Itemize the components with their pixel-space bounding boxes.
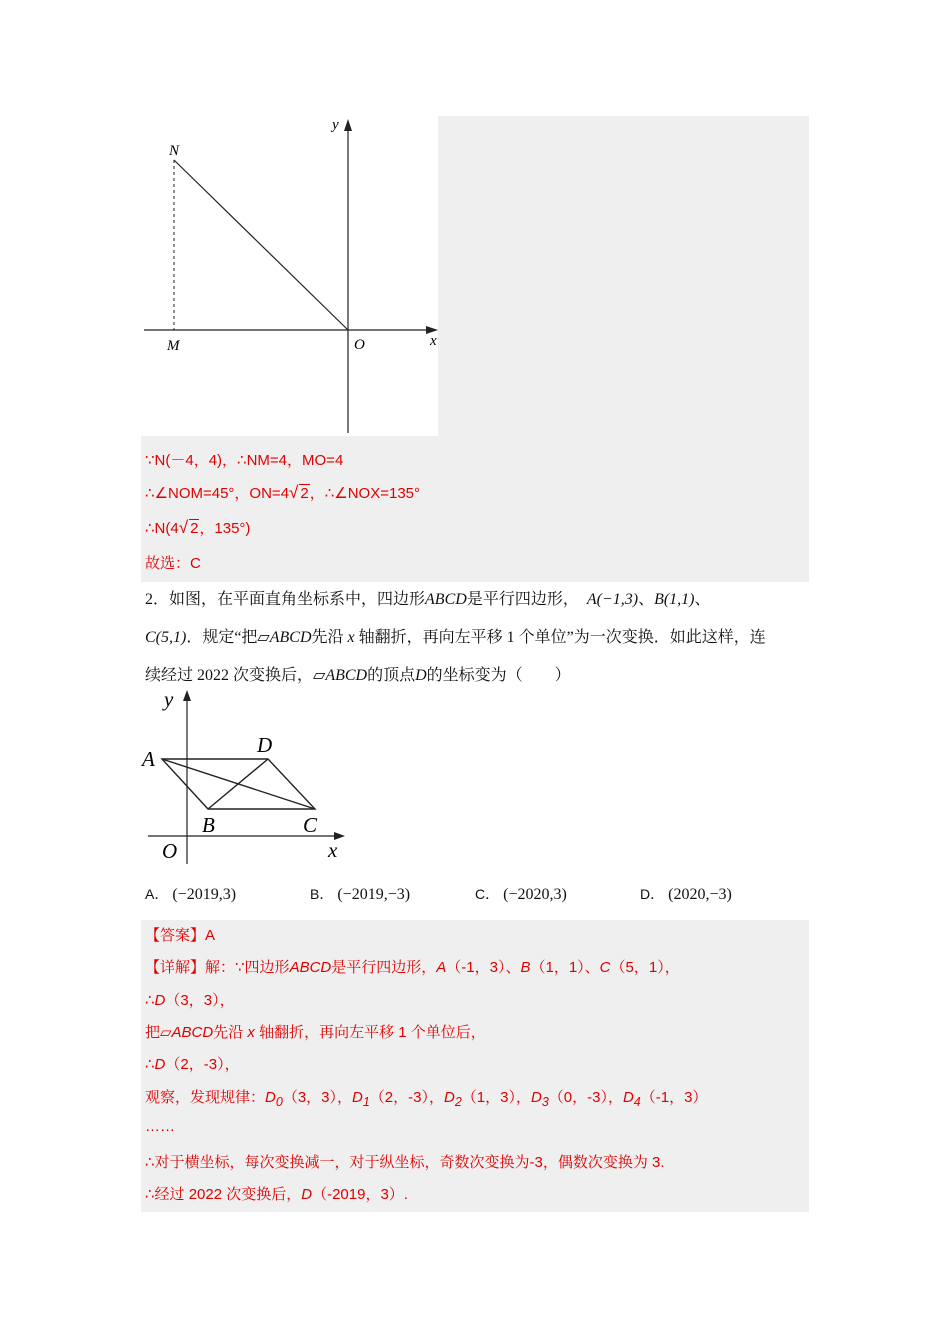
diagonal-bd <box>208 759 268 809</box>
option-a[interactable]: A． (−2019,3) <box>145 886 237 903</box>
figure2-parallelogram-diagram <box>140 684 355 869</box>
label-n: N <box>169 143 180 159</box>
figure1-coordinate-diagram <box>142 115 442 437</box>
label-b: B <box>202 813 215 837</box>
label-y: y <box>332 117 339 133</box>
option-b[interactable]: B． (−2019,−3) <box>310 886 411 903</box>
y-axis-arrow <box>183 690 191 701</box>
question2-line1: 2．如图，在平面直角坐标系中，四边形ABCD是平行四边形， A(−1,3)、B(1,1)、 <box>145 591 711 608</box>
sqrt-icon: √ <box>289 483 299 502</box>
solution1-line1: ∵N(－4，4)，∴NM=4，MO=4 <box>145 452 344 469</box>
label-x: x <box>328 838 338 862</box>
sqrt-icon: √ <box>178 518 189 537</box>
label-a: A <box>142 747 155 771</box>
answer2-answer: 【答案】A <box>145 927 216 944</box>
label-o: O <box>354 337 365 353</box>
question2-line2: C(5,1)．规定“把▱ABCD先沿 x 轴翻折，再向左平移 1 个单位”为一次变换．如此这样，连 <box>145 629 766 646</box>
label-c: C <box>303 813 318 837</box>
answer2-line6: …… <box>145 1118 175 1135</box>
solution1-line2: ∴∠NOM=45°，ON=4√ 2，∴∠NOX=135° <box>145 483 420 502</box>
label-o: O <box>162 839 178 863</box>
label-x: x <box>430 333 437 349</box>
answer2-line5: 观察，发现规律：$D_0(3$，3），$D_1(2$，-3），$D_2(1$，3），$D_3(0$，-3），$D_4(-1$，3） <box>145 1089 708 1109</box>
label-m: M <box>167 338 180 354</box>
question2-line3: 续经过 2022 次变换后，▱ABCD的顶点D的坐标变为（ ） <box>145 667 571 684</box>
solution1-panel <box>438 116 809 436</box>
answer2-line8: ∴经过 2022 次变换后，D（-2019，3）. <box>145 1186 408 1203</box>
option-c[interactable]: C． (−2020,3) <box>475 886 567 903</box>
option-d[interactable]: D． (2020,−3) <box>640 886 732 903</box>
label-d: D <box>257 733 273 757</box>
solution1-line3: ∴N(4√ 2，135°) <box>145 518 251 537</box>
answer2-line7: ∴对于横坐标，每次变换减一，对于纵坐标，奇数次变换为-3，偶数次变换为 3. <box>145 1154 665 1171</box>
solution1-line4: 故选：C <box>145 555 201 572</box>
answer2-line4: ∴D（2，-3）， <box>145 1056 240 1073</box>
answer2-line2: ∴D（3，3）， <box>145 992 235 1009</box>
label-y: y <box>164 687 174 711</box>
answer2-line3: 把▱ABCD先沿 x 轴翻折，再向左平移 1 个单位后， <box>145 1024 486 1041</box>
answer2-detail-line1: 【详解】解：∵四边形ABCD是平行四边形，A（-1，3）、B（1，1）、C（5，1）， <box>145 959 680 976</box>
